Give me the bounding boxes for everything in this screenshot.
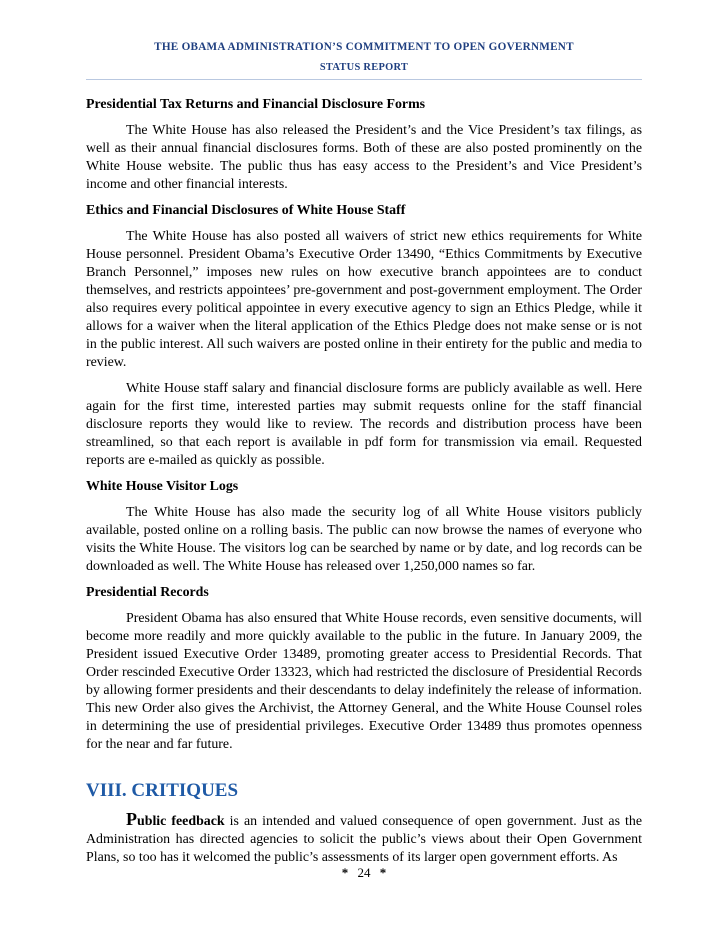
critiques-paragraph bbox=[86, 810, 642, 867]
section-heading: Presidential Tax Returns and Financial Disclosure Forms bbox=[86, 97, 426, 112]
footer-star-right: * bbox=[379, 865, 387, 880]
drop-initial: P bbox=[126, 809, 137, 829]
critiques-section-title: VIII. CRITIQUES bbox=[86, 780, 239, 801]
paragraph: The White House has also posted all waivers of strict new ethics requirements for White House personnel. President Obama’s Executive Order 13490, “Ethics Commitments by Executive Branch Personnel,” imposes new rules on how executive branch appointees are to conduct themselves, and restricts appointees’ pre-government and post-government employment. The Order also requires every political appointee in every executive agency to sign an Ethics Pledge, while it allows for a waiver when the literal application of the Ethics Pledge does not make sense or is not in the public interest. All such waivers are posted online in their entirety for the public and media to review. bbox=[86, 229, 642, 370]
paragraph: The White House has also made the security log of all White House visitors publicly available, posted online on a rolling basis. The public can now browse the names of everyone who visits the White House. The visitors log can be searched by name or by date, and log records can be downloaded as well. The White House has released over 1,250,000 names so far. bbox=[86, 505, 642, 574]
running-header bbox=[86, 40, 642, 75]
critiques-text: is an intended and valued consequence of open government. Just as the Administration has directed agencies to solicit the public’s views about their Open Government Plans, so too has it welcomed the public’s assessments of its larger open government efforts. As bbox=[86, 814, 642, 865]
paragraph: President Obama has also ensured that White House records, even sensitive documents, will become more readily and more quickly available to the public in the future. In January 2009, the President issued Executive Order 13489, promoting greater access to Presidential Records. That Order rescinded Executive Order 13323, which had restricted the disclosure of Presidential Records by allowing former presidents and their descendants to delay indefinitely the release of information. This new Order also gives the Archivist, the Attorney General, and the White House Counsel roles in determining the use of presidential privileges. Executive Order 13489 thus promotes openness for the near and far future. bbox=[86, 611, 642, 752]
header-title: THE OBAMA ADMINISTRATION’S COMMITMENT TO OPEN GOVERNMENT bbox=[154, 41, 574, 53]
paragraph: The White House has also released the President’s and the Vice President’s tax filings, as well as their annual financial disclosures forms. Both of these are also posted prominently on the White House website. The public thus has easy access to the President’s and Vice President’s income and other financial interests. bbox=[86, 123, 642, 192]
footer-star-left: * bbox=[341, 865, 349, 880]
header-rule bbox=[86, 79, 642, 80]
paragraph: White House staff salary and financial disclosure forms are publicly available as well. Here again for the first time, interested parties may submit requests online for the staff financial disclosure reports they would like to review. The records and distribution process have been streamlined, so that each report is available in pdf form for transmission via email. Requested reports are e-mailed as quickly as possible. bbox=[86, 381, 642, 468]
page-footer bbox=[86, 865, 642, 881]
lead-bold-text: ublic feedback bbox=[137, 814, 225, 829]
section-heading: White House Visitor Logs bbox=[86, 479, 239, 494]
page-content bbox=[86, 96, 642, 875]
section-heading: Presidential Records bbox=[86, 585, 209, 600]
page-number: 24 bbox=[357, 865, 371, 880]
section-heading: Ethics and Financial Disclosures of White House Staff bbox=[86, 203, 406, 218]
header-subtitle: STATUS REPORT bbox=[319, 62, 409, 73]
